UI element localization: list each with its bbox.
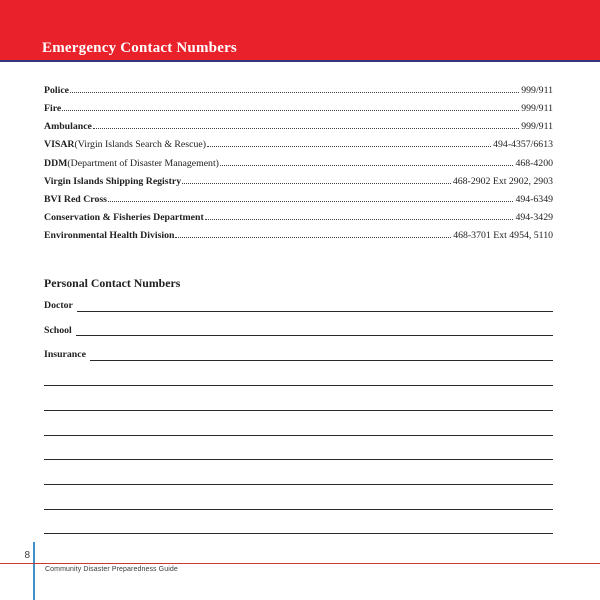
dotted-leader <box>93 125 519 129</box>
contact-phone-number: 999/911 <box>521 103 553 115</box>
blank-line <box>44 411 553 436</box>
page-marker-line <box>33 542 35 600</box>
contact-phone-number: 999/911 <box>521 85 553 96</box>
blank-ruled-lines <box>44 362 553 535</box>
fill-in-line <box>77 309 553 312</box>
contact-phone-number: 494-6349 <box>515 193 553 205</box>
contact-label: Virgin Islands Shipping Registry <box>44 175 182 187</box>
blank-line <box>44 510 553 535</box>
dotted-leader <box>62 107 519 111</box>
blank-line <box>44 485 553 510</box>
footer-rule-line <box>0 563 600 564</box>
dotted-leader <box>205 216 514 220</box>
contact-row <box>44 158 553 176</box>
dotted-leader <box>108 198 513 202</box>
field-label: Insurance <box>44 349 86 361</box>
page-header-bar <box>0 0 600 62</box>
contact-phone-number: 468-4200 <box>515 157 553 169</box>
contact-phone-number: 468-3701 Ext 4954, 5110 <box>453 230 553 242</box>
contact-label: BVI Red Cross <box>44 193 107 205</box>
blank-line <box>44 460 553 485</box>
contact-row <box>44 103 553 121</box>
contact-label: Fire <box>44 103 62 115</box>
dotted-leader <box>175 234 451 238</box>
contact-row <box>44 176 553 194</box>
fill-in-line <box>76 333 553 336</box>
contact-label-suffix: (Department of Disaster Management) <box>67 157 219 169</box>
emergency-contacts-list <box>44 85 553 248</box>
dotted-leader <box>220 162 514 166</box>
fill-in-field-row <box>44 336 553 361</box>
contact-label: Conservation & Fisheries Department <box>44 211 204 223</box>
contact-row <box>44 230 553 248</box>
page-title: Emergency Contact Numbers <box>42 40 237 56</box>
contact-label-suffix: (Virgin Islands Search & Rescue) <box>74 139 206 151</box>
contact-label: DDM <box>44 157 68 169</box>
personal-contacts-title: Personal Contact Numbers <box>44 276 181 290</box>
contact-phone-number: 999/911 <box>521 121 553 133</box>
blank-line <box>44 362 553 387</box>
contact-label: Police <box>44 85 70 96</box>
personal-contact-fields <box>44 287 553 361</box>
contact-row <box>44 139 553 157</box>
fill-in-field-row <box>44 287 553 312</box>
contact-label: Environmental Health Division <box>44 230 175 242</box>
contact-row <box>44 121 553 139</box>
page-number: 8 <box>24 550 30 561</box>
blank-line <box>44 386 553 411</box>
field-label: Doctor <box>44 300 73 312</box>
blank-line <box>44 436 553 461</box>
fill-in-line <box>90 358 553 361</box>
fill-in-field-row <box>44 312 553 337</box>
contact-phone-number: 494-4357/6613 <box>493 139 553 151</box>
contact-phone-number: 468-2902 Ext 2902, 2903 <box>452 175 553 187</box>
footer-text: Community Disaster Preparedness Guide <box>45 566 178 573</box>
contact-row <box>44 212 553 230</box>
contact-row <box>44 194 553 212</box>
contact-row <box>44 85 553 103</box>
contact-label: Ambulance <box>44 121 92 133</box>
contact-label: VISAR <box>44 139 75 151</box>
dotted-leader <box>207 143 491 147</box>
dotted-leader <box>70 89 519 93</box>
dotted-leader <box>182 180 451 184</box>
contact-phone-number: 494-3429 <box>515 211 553 223</box>
field-label: School <box>44 324 72 336</box>
